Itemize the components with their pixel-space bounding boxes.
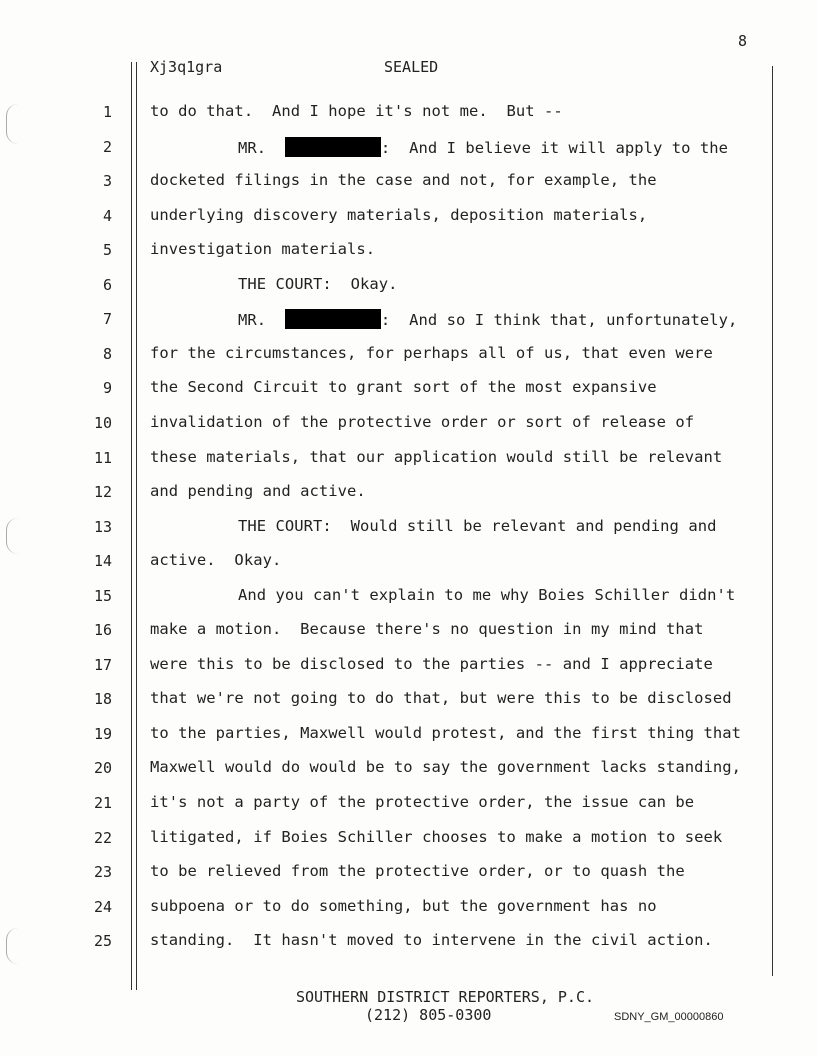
transcript-line: subpoena or to do something, but the government has no (150, 897, 657, 915)
line-number: 21 (93, 794, 112, 812)
line-number: 19 (93, 725, 112, 743)
transcript-line: to do that. And I hope it's not me. But -- (150, 102, 563, 120)
line-number: 13 (93, 518, 112, 536)
transcript-line: these materials, that our application would still be relevant (150, 448, 723, 466)
line-number: 5 (102, 241, 112, 259)
line-number: 20 (93, 759, 112, 777)
binder-hole-mark (6, 104, 19, 144)
transcript-line: were this to be disclosed to the parties -- and I appreciate (150, 655, 713, 673)
line-number: 22 (93, 829, 112, 847)
line-text: : And so I think that, unfortunately, (380, 311, 738, 329)
transcript-line: investigation materials. (150, 240, 376, 258)
transcript-line: docketed filings in the case and not, for example, the (150, 171, 657, 189)
line-number: 16 (93, 621, 112, 639)
header-code: Xj3q1gra (150, 58, 223, 76)
line-number: 4 (102, 207, 112, 225)
line-number: 9 (102, 379, 112, 397)
transcript-line: underlying discovery materials, deposition materials, (150, 206, 648, 224)
left-margin-rule (131, 62, 132, 990)
line-number: 24 (93, 898, 112, 916)
line-number: 14 (93, 552, 112, 570)
header-sealed-label: SEALED (384, 58, 439, 76)
transcript-line (238, 137, 728, 157)
transcript-line: litigated, if Boies Schiller chooses to make a motion to seek (150, 828, 723, 846)
line-number: 7 (102, 310, 112, 328)
line-number: 18 (93, 690, 112, 708)
line-number: 2 (102, 138, 112, 156)
line-number: 15 (93, 587, 112, 605)
speaker-label: MR. (238, 139, 267, 157)
line-number: 6 (102, 276, 112, 294)
transcript-line: And you can't explain to me why Boies Schiller didn't (238, 586, 736, 604)
line-number: 8 (102, 345, 112, 363)
line-text: : And I believe it will apply to the (380, 139, 729, 157)
transcript-line: invalidation of the protective order or sort of release of (150, 413, 695, 431)
transcript-line: to be relieved from the protective order, or to quash the (150, 862, 685, 880)
line-number: 23 (93, 863, 112, 881)
transcript-line: make a motion. Because there's no question in my mind that (150, 620, 704, 638)
transcript-line: THE COURT: Okay. (238, 275, 398, 293)
footer-firm-name: SOUTHERN DISTRICT REPORTERS, P.C. (296, 988, 595, 1006)
transcript-line: Maxwell would do would be to say the government lacks standing, (150, 758, 742, 776)
line-number: 25 (93, 932, 112, 950)
transcript-line: the Second Circuit to grant sort of the most expansive (150, 378, 657, 396)
transcript-line (238, 309, 737, 329)
line-number: 1 (102, 103, 112, 121)
redaction-bar (285, 137, 381, 157)
footer-phone: (212) 805-0300 (365, 1006, 492, 1024)
redaction-bar (285, 309, 381, 329)
transcript-line: for the circumstances, for perhaps all of us, that even were (150, 344, 713, 362)
binder-hole-mark (6, 928, 19, 964)
transcript-line: it's not a party of the protective order, the issue can be (150, 793, 695, 811)
binder-hole-mark (6, 518, 19, 554)
transcript-line: and pending and active. (150, 482, 366, 500)
line-number: 3 (102, 172, 112, 190)
line-number: 17 (93, 656, 112, 674)
transcript-line: THE COURT: Would still be relevant and pending and (238, 517, 717, 535)
line-number: 12 (93, 483, 112, 501)
right-margin-rule (772, 66, 773, 976)
left-margin-rule-inner (136, 62, 137, 990)
transcript-line: standing. It hasn't moved to intervene in the civil action. (150, 931, 713, 949)
transcript-line: active. Okay. (150, 551, 282, 569)
transcript-line: to the parties, Maxwell would protest, and the first thing that (150, 724, 742, 742)
bates-number: SDNY_GM_00000860 (614, 1011, 724, 1023)
line-number: 10 (93, 414, 112, 432)
speaker-label: MR. (238, 311, 267, 329)
line-number: 11 (93, 449, 112, 467)
page-number: 8 (738, 32, 748, 50)
transcript-line: that we're not going to do that, but were this to be disclosed (150, 689, 732, 707)
